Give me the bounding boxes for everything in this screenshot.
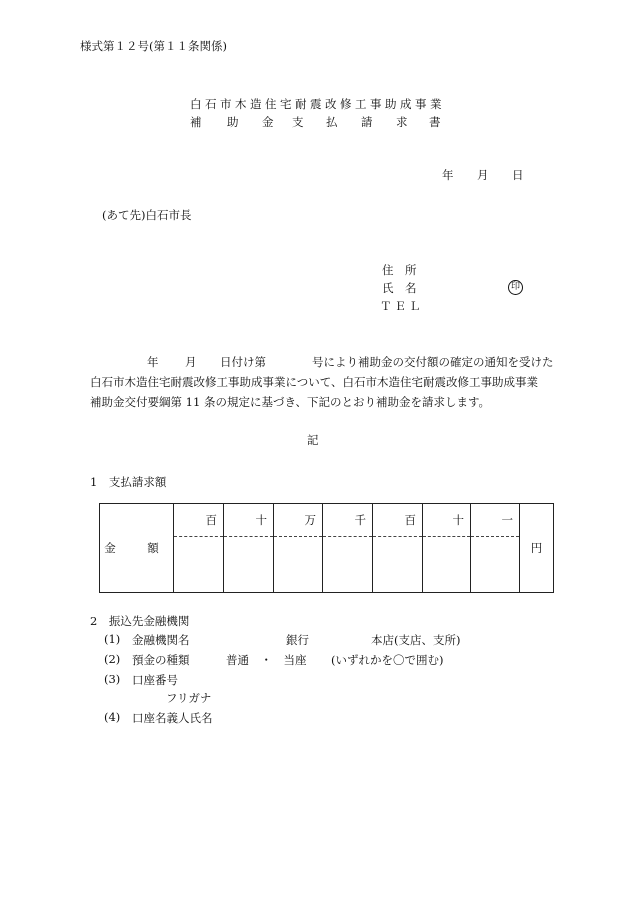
body-line2: 白石市木造住宅耐震改修工事助成事業について、白石市木造住宅耐震改修工事助成事業: [90, 375, 539, 389]
amount-digit-field[interactable]: [274, 537, 323, 593]
branch-suffix: 本店(支店、支所): [371, 633, 461, 647]
title-char: 金: [262, 115, 274, 129]
body-date-no: 日付け第: [220, 355, 266, 369]
item-num: (1): [104, 632, 121, 646]
date-year-label: 年: [442, 168, 454, 182]
yen-label: 円: [520, 504, 554, 593]
date-day-label: 日: [512, 168, 524, 182]
name-label: 氏 名: [382, 281, 417, 295]
body-month: 月: [185, 355, 197, 369]
date-month-label: 月: [477, 168, 489, 182]
amount-digit-field[interactable]: [323, 537, 373, 593]
unit-ten-million: 十: [224, 504, 274, 537]
bank-suffix: 銀行: [286, 633, 309, 647]
item-num: (2): [104, 652, 121, 666]
amount-label: 金 額: [100, 504, 174, 593]
bank-name-label: 金融機関名: [132, 633, 190, 647]
amount-digit-field[interactable]: [373, 537, 423, 593]
title-char: 書: [429, 115, 441, 129]
item-num: (4): [104, 710, 121, 724]
section1-heading: 1 支払請求額: [90, 475, 167, 489]
title-char: 助: [227, 115, 239, 129]
tel-label: ＴＥＬ: [380, 299, 424, 313]
body-notice: 号により補助金の交付額の確定の通知を受けた: [312, 355, 554, 369]
amount-digit-field[interactable]: [224, 537, 274, 593]
body-line3: 補助金交付要綱第 11 条の規定に基づき、下記のとおり補助金を請求します。: [90, 395, 491, 409]
amount-digit-field[interactable]: [471, 537, 520, 593]
unit-thousand: 千: [323, 504, 373, 537]
title-char: 請: [361, 115, 373, 129]
deposit-type-label: 預金の種類: [132, 653, 190, 667]
body-year: 年: [147, 355, 159, 369]
furigana-label: フリガナ: [166, 691, 212, 705]
section2-heading: 2 振込先金融機関: [90, 614, 190, 628]
addressee: (あて先)白石市長: [102, 208, 192, 222]
address-label: 住 所: [382, 263, 417, 277]
amount-table: [99, 503, 554, 593]
unit-ten: 十: [423, 504, 471, 537]
unit-one: 一: [471, 504, 520, 537]
title-line1: 白石市木造住宅耐震改修工事助成事業: [190, 97, 445, 111]
account-number-label: 口座番号: [132, 673, 178, 687]
ki-mark: 記: [307, 433, 319, 447]
deposit-type-note: (いずれかを〇で囲む): [331, 653, 444, 667]
form-number: 様式第１２号(第１１条関係): [80, 39, 227, 53]
account-holder-label: 口座名義人氏名: [132, 711, 213, 725]
amount-digit-field[interactable]: [423, 537, 471, 593]
amount-digit-field[interactable]: [174, 537, 224, 593]
title-char: 払: [326, 115, 338, 129]
unit-hundred-million: 百: [174, 504, 224, 537]
deposit-type-options[interactable]: 普通 ・ 当座: [226, 653, 307, 667]
title-char: 求: [396, 115, 408, 129]
unit-ten-thousand: 万: [274, 504, 323, 537]
title-char: 支: [292, 115, 304, 129]
seal-mark: 印: [508, 280, 523, 295]
item-num: (3): [104, 672, 121, 686]
unit-hundred: 百: [373, 504, 423, 537]
title-char: 補: [190, 115, 202, 129]
